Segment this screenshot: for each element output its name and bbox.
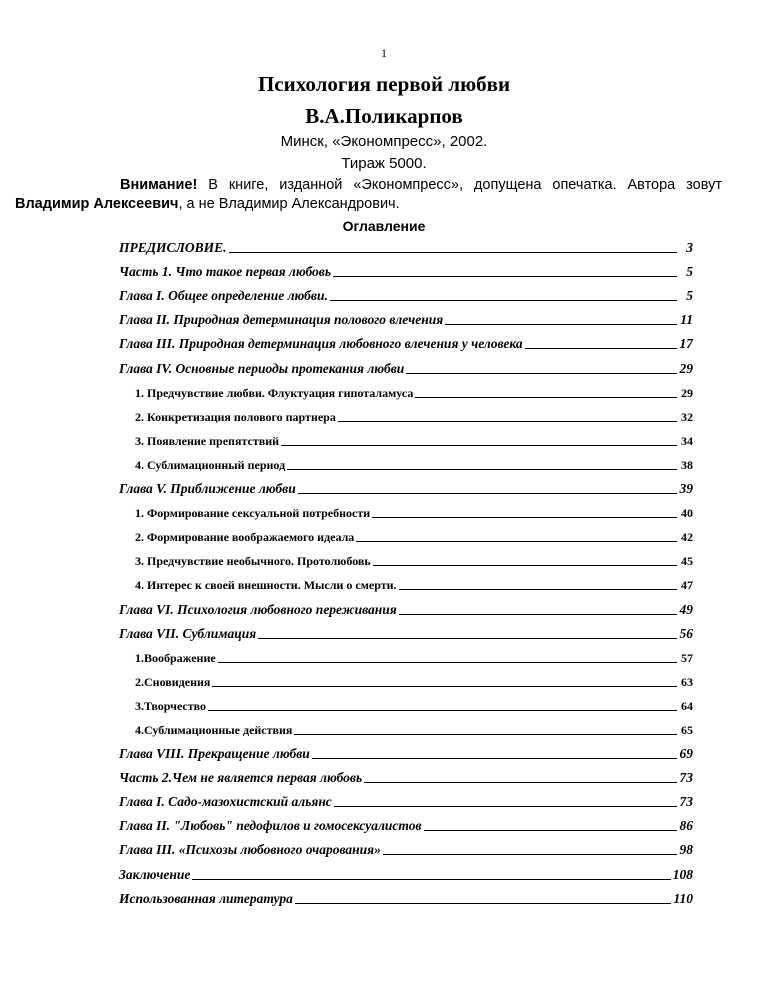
toc-entry-title: Глава I. Общее определение любви. (119, 288, 328, 304)
toc-entry-page: 64 (681, 698, 693, 713)
toc-entry-title: 4. Сублимационный период (135, 457, 286, 472)
toc-entry[interactable] (119, 401, 693, 425)
toc-entry[interactable] (119, 304, 693, 328)
toc-entry-title: 1. Предчувствие любви. Флуктуация гипоталамуса (135, 385, 414, 400)
toc-entry[interactable] (119, 473, 693, 497)
toc-leader-line (208, 710, 677, 711)
toc-entry-title: 4. Интерес к своей внешности. Мысли о смерти. (135, 578, 397, 593)
toc-entry-page: 56 (679, 625, 693, 641)
toc-entry-page: 86 (679, 818, 693, 834)
toc-entry-page: 29 (681, 385, 693, 400)
toc-entry-page: 17 (679, 336, 693, 352)
notice-text-2: , а не Владимир Александрович. (178, 196, 400, 212)
toc-entry-title: Глава II. Природная детерминация полового влечения (119, 312, 444, 328)
toc-leader-line (399, 589, 677, 590)
toc-leader-line (258, 638, 677, 639)
toc-entry[interactable] (119, 762, 693, 786)
toc-entry-page: 108 (672, 866, 693, 882)
book-author: В.А.Поликарпов (305, 104, 463, 128)
toc-entry-title: Глава II. "Любовь" педофилов и гомосексуалистов (119, 818, 422, 834)
toc-leader-line (406, 373, 677, 374)
toc-entry-title: 4.Сублимационные действия (135, 722, 293, 737)
toc-leader-line (338, 421, 677, 422)
toc-entry-title: Глава VII. Сублимация (119, 625, 257, 641)
toc-entry-title: Заключение (119, 866, 191, 882)
toc-leader-line (192, 879, 670, 880)
toc-entry-page: 5 (686, 288, 693, 304)
correct-author-name: Владимир Алексеевич (15, 196, 179, 212)
toc-entry-title: Использованная литература (119, 890, 293, 906)
toc-entry[interactable] (119, 256, 693, 280)
toc-entry-page: 3 (686, 240, 693, 256)
publisher-line: Минск, «Экономпресс», 2002. (280, 133, 488, 150)
toc-entry-page: 69 (679, 746, 693, 762)
toc-entry-page: 38 (681, 457, 693, 472)
toc-entry-page: 57 (681, 650, 693, 665)
toc-leader-line (229, 252, 677, 253)
toc-leader-line (330, 300, 677, 301)
toc-leader-line (383, 854, 677, 855)
toc-entry[interactable] (119, 810, 693, 834)
toc-leader-line (525, 348, 677, 349)
toc-leader-line (334, 806, 677, 807)
toc-entry-title: Глава III. «Психозы любовного очарования» (119, 842, 381, 858)
toc-entry-title: Глава V. Приближение любви (119, 481, 296, 497)
notice-label: Внимание! (120, 177, 198, 193)
toc-entry[interactable] (119, 425, 693, 449)
toc-leader-line (372, 517, 677, 518)
toc-entry-page: 39 (679, 481, 693, 497)
toc-entry-title: 2. Формирование воображаемого идеала (135, 530, 355, 545)
toc-entry-title: Часть 1. Что такое первая любовь (119, 264, 332, 280)
toc-entry[interactable] (119, 593, 693, 617)
toc-entry[interactable] (119, 569, 693, 593)
toc-entry-page: 29 (679, 360, 693, 376)
errata-notice (15, 176, 722, 214)
toc-heading: Оглавление (342, 218, 426, 234)
book-title: Психология первой любви (257, 72, 511, 96)
toc-entry[interactable] (119, 642, 693, 666)
toc-leader-line (445, 324, 677, 325)
toc-leader-line (415, 397, 677, 398)
toc-entry-title: Глава IV. Основные периоды протекания любви (119, 360, 405, 376)
toc-entry[interactable] (119, 858, 693, 882)
toc-leader-line (424, 830, 677, 831)
table-of-contents (119, 232, 693, 907)
print-run: Тираж 5000. (341, 155, 427, 172)
toc-leader-line (218, 662, 677, 663)
toc-entry-title: Глава I. Садо-мазохистский альянс (119, 794, 332, 810)
toc-entry[interactable] (119, 738, 693, 762)
toc-leader-line (212, 686, 677, 687)
toc-leader-line (294, 734, 677, 735)
toc-leader-line (312, 758, 677, 759)
toc-entry[interactable] (119, 618, 693, 642)
toc-entry-page: 34 (681, 433, 693, 448)
toc-entry[interactable] (119, 690, 693, 714)
toc-entry-title: 1.Воображение (135, 650, 216, 665)
toc-entry-page: 11 (680, 312, 693, 328)
toc-entry-title: 3. Появление препятствий (135, 433, 280, 448)
toc-entry[interactable] (119, 377, 693, 401)
toc-leader-line (295, 903, 672, 904)
toc-entry-page: 45 (681, 554, 693, 569)
toc-entry-page: 98 (679, 842, 693, 858)
toc-leader-line (287, 469, 677, 470)
toc-leader-line (298, 493, 677, 494)
toc-entry[interactable] (119, 497, 693, 521)
notice-text-1: В книге, изданной «Экономпресс», допущена опечатка. Автора зовут (197, 177, 722, 193)
toc-entry-title: 2.Сновидения (135, 674, 211, 689)
toc-leader-line (373, 565, 677, 566)
toc-entry[interactable] (119, 328, 693, 352)
toc-entry-page: 42 (681, 530, 693, 545)
toc-entry-page: 73 (679, 794, 693, 810)
toc-leader-line (364, 782, 677, 783)
toc-leader-line (399, 614, 677, 615)
toc-entry-page: 65 (681, 722, 693, 737)
toc-entry-title: Глава VIII. Прекращение любви (119, 746, 310, 762)
toc-entry-title: Глава VI. Психология любовного переживания (119, 601, 397, 617)
toc-entry-page: 73 (679, 770, 693, 786)
page-number: 1 (381, 46, 387, 60)
toc-entry-title: 3. Предчувствие необычного. Протолюбовь (135, 554, 371, 569)
toc-entry-title: Часть 2.Чем не является первая любовь (119, 770, 363, 786)
toc-entry-page: 40 (681, 506, 693, 521)
toc-entry-title: 1. Формирование сексуальной потребности (135, 506, 371, 521)
toc-entry[interactable] (119, 521, 693, 545)
toc-entry[interactable] (119, 232, 693, 256)
toc-entry-page: 49 (679, 601, 693, 617)
toc-entry-title: Глава III. Природная детерминация любовного влечения у человека (119, 336, 523, 352)
toc-leader-line (281, 445, 677, 446)
toc-entry[interactable] (119, 786, 693, 810)
toc-entry-page: 47 (681, 578, 693, 593)
toc-entry-page: 63 (681, 674, 693, 689)
toc-entry[interactable] (119, 449, 693, 473)
toc-leader-line (333, 276, 677, 277)
toc-entry-title: 3.Творчество (135, 698, 207, 713)
toc-entry-page: 5 (686, 264, 693, 280)
toc-entry[interactable] (119, 666, 693, 690)
toc-entry-title: ПРЕДИСЛОВИЕ. (119, 240, 227, 256)
toc-leader-line (356, 541, 677, 542)
toc-entry[interactable] (119, 834, 693, 858)
toc-entry[interactable] (119, 352, 693, 376)
toc-entry-page: 32 (681, 409, 693, 424)
toc-entry[interactable] (119, 280, 693, 304)
toc-entry-title: 2. Конкретизация полового партнера (135, 409, 336, 424)
toc-entry[interactable] (119, 545, 693, 569)
toc-entry[interactable] (119, 883, 693, 907)
toc-entry-page: 110 (673, 890, 693, 906)
toc-entry[interactable] (119, 714, 693, 738)
